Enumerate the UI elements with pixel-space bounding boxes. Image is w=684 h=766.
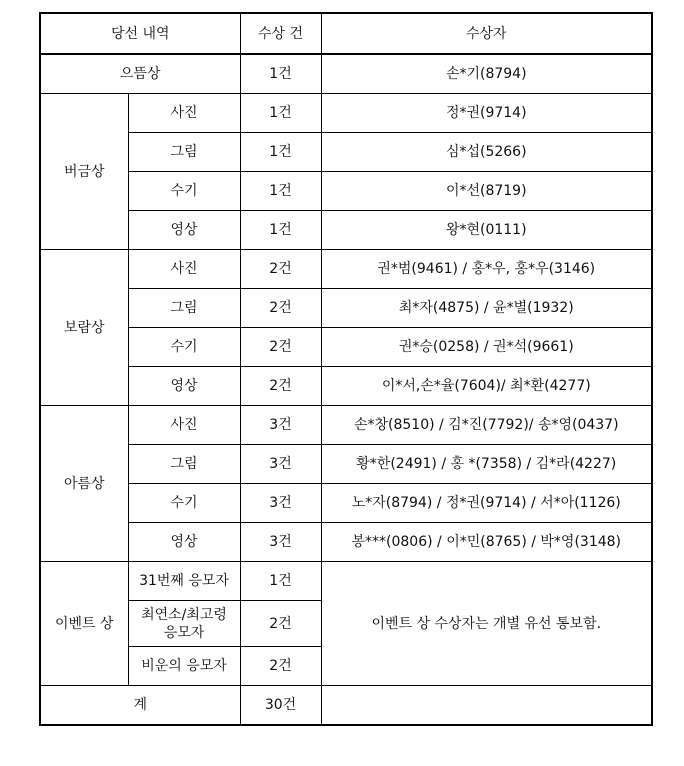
- subcategory-cell: 수기: [128, 328, 240, 367]
- winner-cell: 정*권(9714): [321, 94, 652, 133]
- winner-cell: 권*승(0258) / 권*석(9661): [321, 328, 652, 367]
- subcategory-cell: 최연소/최고령 응모자: [128, 601, 240, 647]
- count-cell: 3건: [240, 523, 321, 562]
- subcategory-cell: 그림: [128, 289, 240, 328]
- grand-prize-count: 1건: [240, 54, 321, 94]
- winner-cell: 봉***(0806) / 이*민(8765) / 박*영(3148): [321, 523, 652, 562]
- subcategory-cell: 비운의 응모자: [128, 647, 240, 686]
- table-row: [40, 445, 652, 484]
- table-row: [40, 172, 652, 211]
- count-cell: 1건: [240, 562, 321, 601]
- subcategory-cell: 영상: [128, 523, 240, 562]
- winner-cell: 심*섭(5266): [321, 133, 652, 172]
- silver-prize-label: 보람상: [40, 250, 128, 406]
- gold-prize-label: 버금상: [40, 94, 128, 250]
- winner-cell: 이*서,손*율(7604)/ 최*환(4277): [321, 367, 652, 406]
- header-winners: 수상자: [321, 13, 652, 54]
- count-cell: 1건: [240, 211, 321, 250]
- winner-cell: 손*창(8510) / 김*진(7792)/ 송*영(0437): [321, 406, 652, 445]
- total-label: 계: [40, 686, 240, 726]
- event-winner-note: 이벤트 상 수상자는 개별 유선 통보함.: [321, 562, 652, 686]
- winner-cell: 노*자(8794) / 정*권(9714) / 서*아(1126): [321, 484, 652, 523]
- count-cell: 3건: [240, 445, 321, 484]
- table-row: [40, 133, 652, 172]
- table-row: [40, 523, 652, 562]
- header-count: 수상 건: [240, 13, 321, 54]
- winner-cell: 이*선(8719): [321, 172, 652, 211]
- awards-table: [39, 12, 653, 726]
- subcategory-cell: 사진: [128, 94, 240, 133]
- count-cell: 1건: [240, 94, 321, 133]
- table-row: [40, 484, 652, 523]
- grand-prize-row: [40, 54, 652, 94]
- winner-cell: 최*자(4875) / 윤*별(1932): [321, 289, 652, 328]
- count-cell: 2건: [240, 289, 321, 328]
- subcategory-cell: 수기: [128, 172, 240, 211]
- subcategory-cell: 31번째 응모자: [128, 562, 240, 601]
- count-cell: 1건: [240, 133, 321, 172]
- winner-cell: 왕*현(0111): [321, 211, 652, 250]
- grand-prize-label: 으뜸상: [40, 54, 240, 94]
- subcategory-cell: 수기: [128, 484, 240, 523]
- table-row: [40, 289, 652, 328]
- table-row: [40, 367, 652, 406]
- grand-prize-winner: 손*기(8794): [321, 54, 652, 94]
- total-count: 30건: [240, 686, 321, 726]
- total-row: [40, 686, 652, 726]
- table-row: [40, 250, 652, 289]
- count-cell: 2건: [240, 328, 321, 367]
- winner-cell: 권*범(9461) / 홍*우, 홍*우(3146): [321, 250, 652, 289]
- table-row: [40, 406, 652, 445]
- table-row: [40, 328, 652, 367]
- subcategory-cell: 사진: [128, 406, 240, 445]
- subcategory-cell: 사진: [128, 250, 240, 289]
- event-prize-label: 이벤트 상: [40, 562, 128, 686]
- subcategory-cell: 그림: [128, 133, 240, 172]
- table-row: [40, 562, 652, 601]
- count-cell: 2건: [240, 601, 321, 647]
- total-winner: [321, 686, 652, 726]
- count-cell: 3건: [240, 406, 321, 445]
- header-row: [40, 13, 652, 54]
- header-category: 당선 내역: [40, 13, 240, 54]
- table-row: [40, 94, 652, 133]
- subcategory-cell: 영상: [128, 211, 240, 250]
- count-cell: 2건: [240, 367, 321, 406]
- count-cell: 2건: [240, 250, 321, 289]
- count-cell: 1건: [240, 172, 321, 211]
- bronze-prize-label: 아름상: [40, 406, 128, 562]
- table-row: [40, 211, 652, 250]
- subcategory-cell: 영상: [128, 367, 240, 406]
- subcategory-cell: 그림: [128, 445, 240, 484]
- count-cell: 3건: [240, 484, 321, 523]
- winner-cell: 황*한(2491) / 홍 *(7358) / 김*라(4227): [321, 445, 652, 484]
- count-cell: 2건: [240, 647, 321, 686]
